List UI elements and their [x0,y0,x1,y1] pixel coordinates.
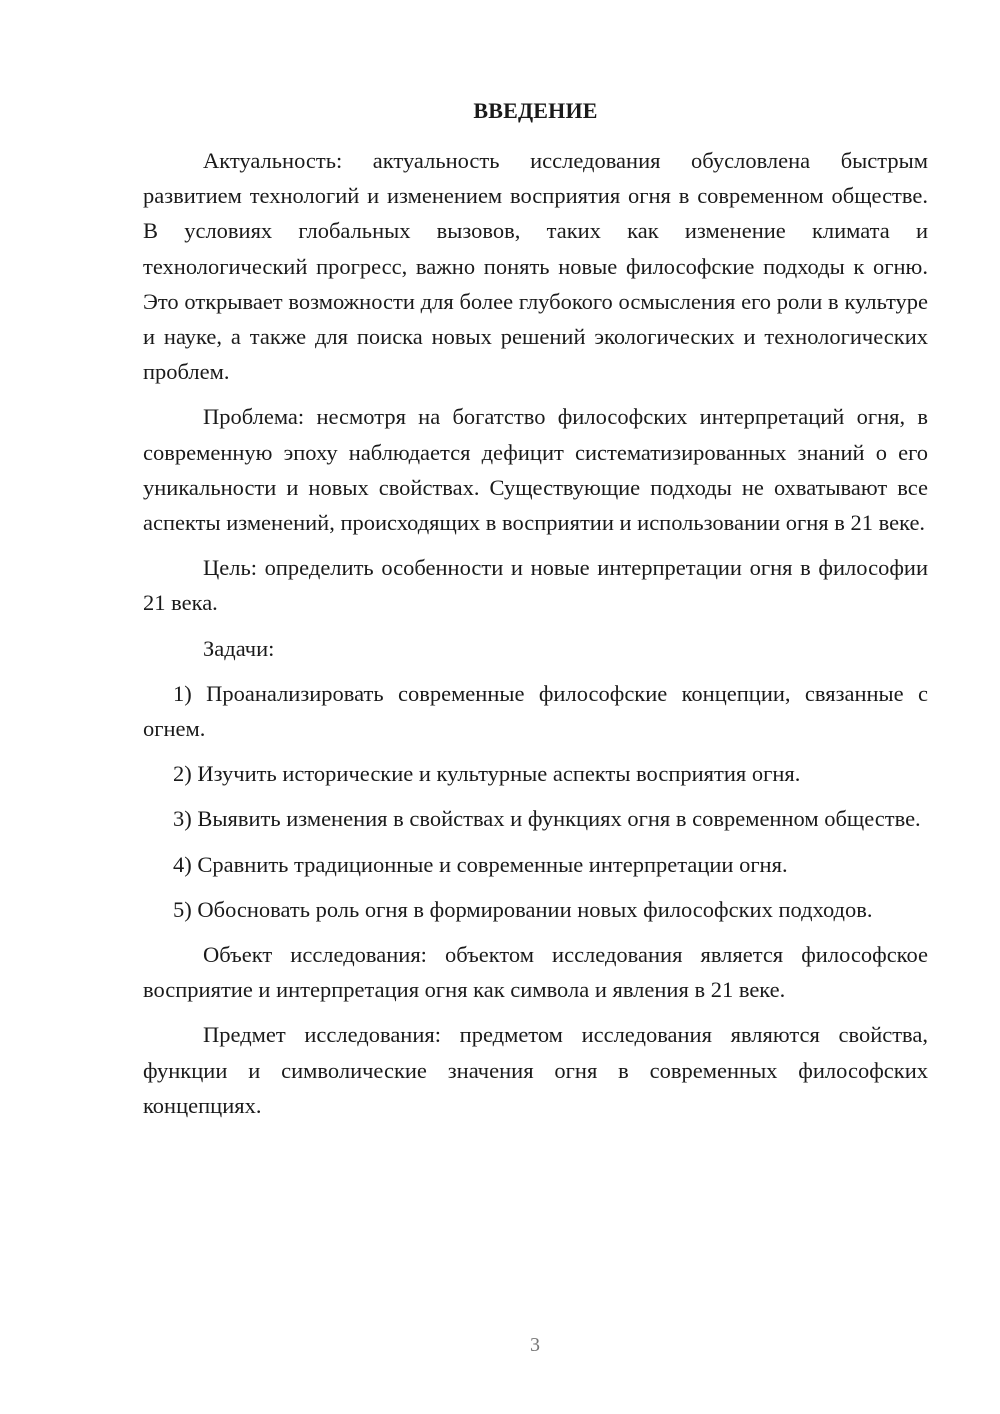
page-title: ВВЕДЕНИЕ [473,98,598,123]
object-paragraph: Объект исследования: объектом исследования является философское восприятие и интерпретация огня как символа и явления в 21 веке. [143,942,928,1003]
relevance-paragraph: Актуальность: актуальность исследования обусловлена быстрым развитием технологий и изменением восприятия огня в современном обществе. В условиях глобальных вызовов, таких как изменение климата и технологический прогресс, важно понять новые философские подходы к огню. Это открывает возможности для более глубокого осмысления его роли в культуре и науке, а также для поиска новых решений экологических и технологических проблем. [143,148,928,385]
task-item-2: 2) Изучить исторические и культурные аспекты восприятия огня. [173,761,801,787]
page-number: 3 [530,1334,540,1356]
tasks-heading: Задачи: [203,635,275,661]
document-page [143,95,928,1123]
task-item-3: 3) Выявить изменения в свойствах и функциях огня в современном обществе. [173,806,921,832]
task-item-4: 4) Сравнить традиционные и современные интерпретации огня. [173,851,788,877]
task-item-5: 5) Обосновать роль огня в формировании новых философских подходов. [173,896,873,922]
goal-paragraph: Цель: определить особенности и новые интерпретации огня в философии 21 века. [143,555,928,616]
problem-paragraph: Проблема: несмотря на богатство философских интерпретаций огня, в современную эпоху наблюдается дефицит систематизированных знаний о его уникальности и новых свойствах. Существующие подходы не охватывают все аспекты изменений, происходящих в восприятии и использовании огня в 21 веке. [143,404,928,536]
task-item-1: 1) Проанализировать современные философские концепции, связанные с огнем. [143,680,928,742]
subject-paragraph: Предмет исследования: предметом исследования являются свойства, функции и символические значения огня в современных философских концепциях. [143,1022,928,1118]
